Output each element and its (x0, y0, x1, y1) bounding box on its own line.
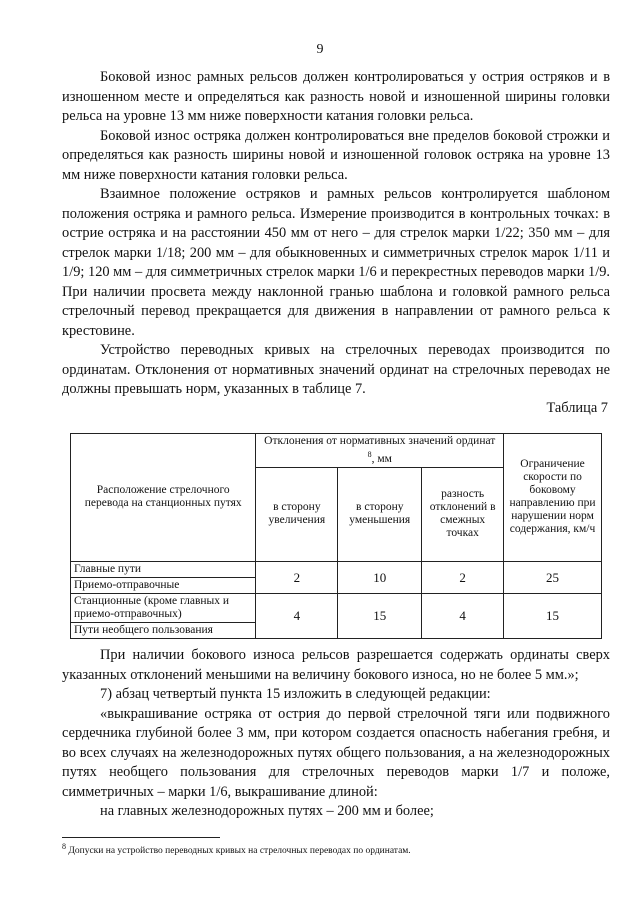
cell-diff: 4 (422, 593, 504, 638)
cell-speed: 15 (504, 593, 602, 638)
header-deviation: Отклонения от нормативных значений ординат $^8$, мм (256, 434, 504, 468)
header-decrease: в сторону уменьшения (338, 467, 422, 561)
header-location: Расположение стрелочного перевода на станционных путях (71, 434, 256, 562)
footnote: $^8$ Допуски на устройство переводных кривых на стрелочных переводах по ординатам. (62, 842, 411, 857)
deviation-table (70, 433, 602, 639)
paragraph-chipping: «выкрашивание остряка от острия до первой стрелочной тяги или подвижного сердечника глубиной более 3 мм, при котором создается опасность набегания гребня, и во всех случаях на железнодорожных путях общего пользования, а на железнодорожных путях необщего пользования для стрелочных переводов марки 1/7 и положе, симметричных – марки 1/6, выкрашивание длиной: (62, 705, 610, 800)
paragraph-position-control: Взаимное положение остряков и рамных рельсов контролируется шаблоном положения остряка и рамного рельса. Измерение производится в контрольных точках: в острие остряка и на расстоянии 450 мм от него – для стрелок марки 1/22; 350 мм – для стрелок марки 1/18; 200 мм – для обыкновенных и симметричных стрелок марок 1/11 и 1/9; 120 мм – для симметричных стрелок марки 1/6 и перекрестных переводов марки 1/9. При наличии просвета между наклонной гранью шаблона и головкой рамного рельса стрелочный перевод прекращается для движения в направлении от рамного рельса к крестовине. (62, 186, 610, 339)
footnote-ref: 8 (367, 450, 372, 459)
table-caption: Таблица 7 (546, 400, 608, 416)
footnote-divider (62, 837, 220, 838)
footnote-mark: 8 (62, 842, 66, 851)
row-label: Приемо-отправочные (71, 577, 256, 593)
row-label: Пути необщего пользования (71, 622, 256, 638)
header-increase: в сторону увеличения (256, 467, 338, 561)
body-text (62, 68, 610, 400)
cell-increase: 4 (256, 593, 338, 638)
paragraph-switch-wear: Боковой износ остряка должен контролироваться вне пределов боковой строжки и определяться как разность ширины новой и изношенной головок остряка на уровне 13 мм ниже поверхности катания головки рельса. (62, 127, 610, 183)
cell-increase: 2 (256, 561, 338, 593)
paragraph-rail-wear: Боковой износ рамных рельсов должен контролироваться у острия остряков и в изношенном месте и определяться как разность новой и изношенной ширины головки рельса на уровне 13 мм ниже поверхности катания головки рельса. (62, 69, 610, 124)
cell-decrease: 10 (338, 561, 422, 593)
cell-diff: 2 (422, 561, 504, 593)
paragraph-item-7: 7) абзац четвертый пункта 15 изложить в следующей редакции: (100, 686, 491, 702)
cell-speed: 25 (504, 561, 602, 593)
paragraph-side-wear: При наличии бокового износа рельсов разрешается содержать ординаты сверх указанных отклонений меньшими на величину бокового износа, но не более 5 мм.»; (62, 647, 610, 683)
page-number: 9 (316, 42, 324, 57)
row-label: Станционные (кроме главных и приемо-отправочных) (71, 593, 256, 622)
body-text-continued (62, 646, 610, 822)
header-diff: разность отклонений в смежных точках (422, 467, 504, 561)
row-label: Главные пути (71, 561, 256, 577)
paragraph-main-tracks: на главных железнодорожных путях – 200 мм и более; (100, 803, 434, 819)
cell-decrease: 15 (338, 593, 422, 638)
header-speed-limit: Ограничение скорости по боковому направлению при нарушении норм содержания, км/ч (504, 434, 602, 562)
paragraph-curves: Устройство переводных кривых на стрелочных переводах производится по ординатам. Отклонения от нормативных значений ординат на стрелочных переводах не должны превышать норм, указанных в таблице 7. (62, 342, 610, 397)
